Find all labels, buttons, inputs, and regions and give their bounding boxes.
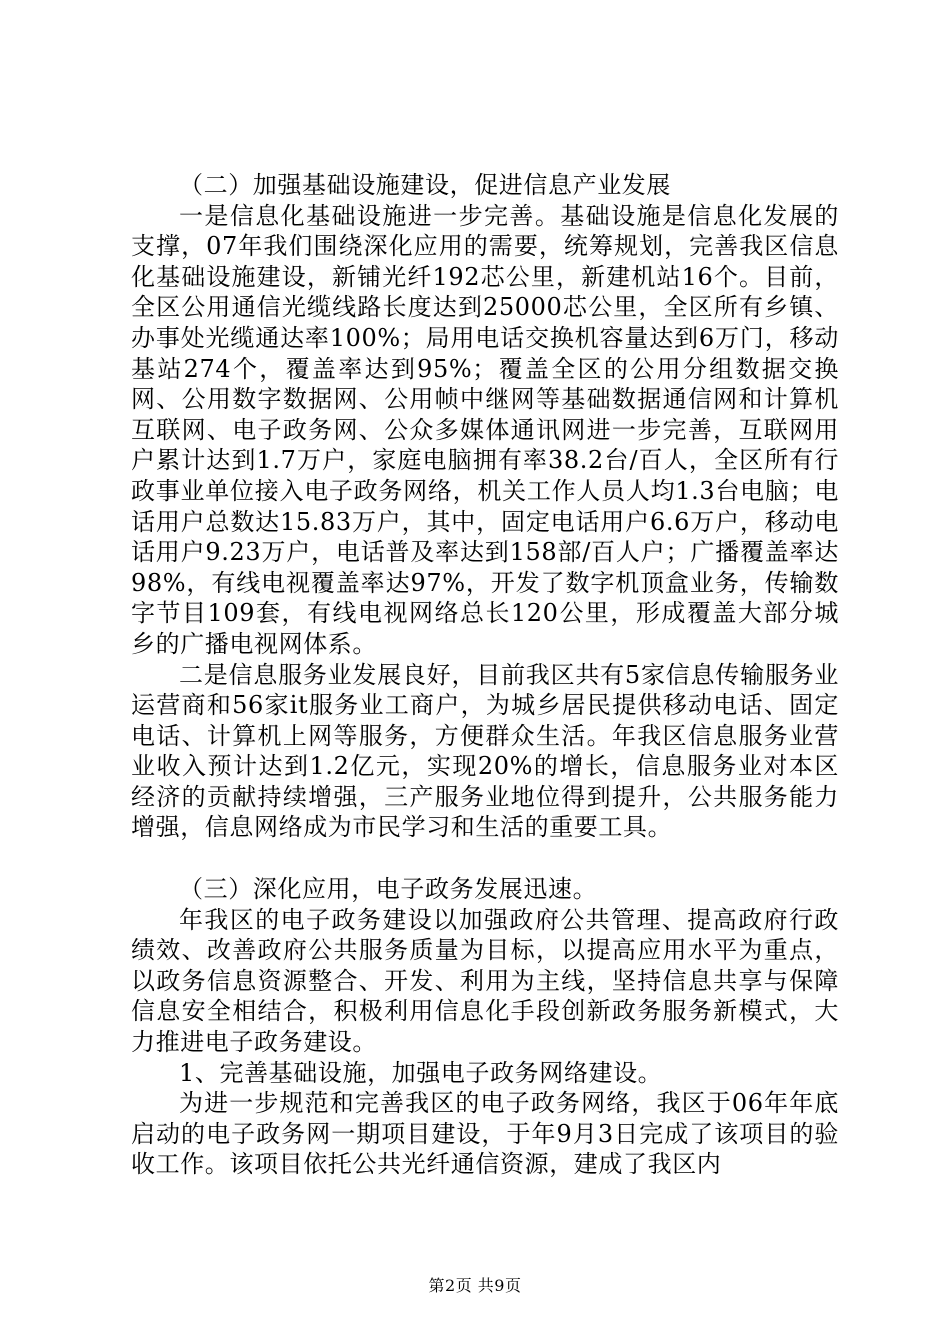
subheading-1: 1、完善基础设施，加强电子政务网络建设。: [179, 1058, 663, 1087]
document-body: [131, 170, 839, 1180]
section-heading-3: （三）深化应用，电子政务发展迅速。: [179, 875, 598, 904]
paragraph-info-service: 二是信息服务业发展良好，目前我区共有5家信息传输服务业运营商和56家it服务业工商户，为城乡居民提供移动电话、固定电话、计算机上网等服务，方便群众生活。年我区信息服务业营业收入预计达到1.2亿元，实现20%的增长，信息服务业对本区经济的贡献持续增强，三产服务业地位得到提升，公共服务能力增强，信息网络成为市民学习和生活的重要工具。: [131, 660, 839, 842]
paragraph-infrastructure: 一是信息化基础设施进一步完善。基础设施是信息化发展的支撑，07年我们围绕深化应用的需要，统筹规划，完善我区信息化基础设施建设，新铺光纤192芯公里，新建机站16个。目前，全区公用通信光缆线路长度达到25000芯公里，全区所有乡镇、办事处光缆通达率100%；局用电话交换机容量达到6万门，移动基站274个，覆盖率达到95%；覆盖全区的公用分组数据交换网、公用数字数据网、公用帧中继网等基础数据通信网和计算机互联网、电子政务网、公众多媒体通讯网进一步完善，互联网用户累计达到1.7万户，家庭电脑拥有率38.2台/百人，全区所有行政事业单位接入电子政务网络，机关工作人员人均1.3台电脑；电话用户总数达15.83万户，其中，固定电话用户6.6万户，移动电话用户9.23万户，电话普及率达到158部/百人户；广播覆盖率达98%，有线电视覆盖率达97%，开发了数字机顶盒业务，传输数字节目109套，有线电视网络总长120公里，形成覆盖大部分城乡的广播电视网体系。: [131, 201, 839, 658]
paragraph-e-government: 年我区的电子政务建设以加强政府公共管理、提高政府行政绩效、改善政府公共服务质量为目标，以提高应用水平为重点，以政务信息资源整合、开发、利用为主线，坚持信息共享与保障信息安全相结合，积极利用信息化手段创新政务服务新模式，大力推进电子政务建设。: [131, 905, 839, 1057]
paragraph-network-project: 为进一步规范和完善我区的电子政务网络，我区于06年年底启动的电子政务网一期项目建设，于年9月3日完成了该项目的验收工作。该项目依托公共光纤通信资源，建成了我区内: [131, 1089, 839, 1179]
section-heading-2: （二）加强基础设施建设，促进信息产业发展: [179, 171, 671, 199]
page-footer: 第2页 共9页: [428, 1276, 522, 1295]
paragraph-gap: [131, 843, 839, 874]
